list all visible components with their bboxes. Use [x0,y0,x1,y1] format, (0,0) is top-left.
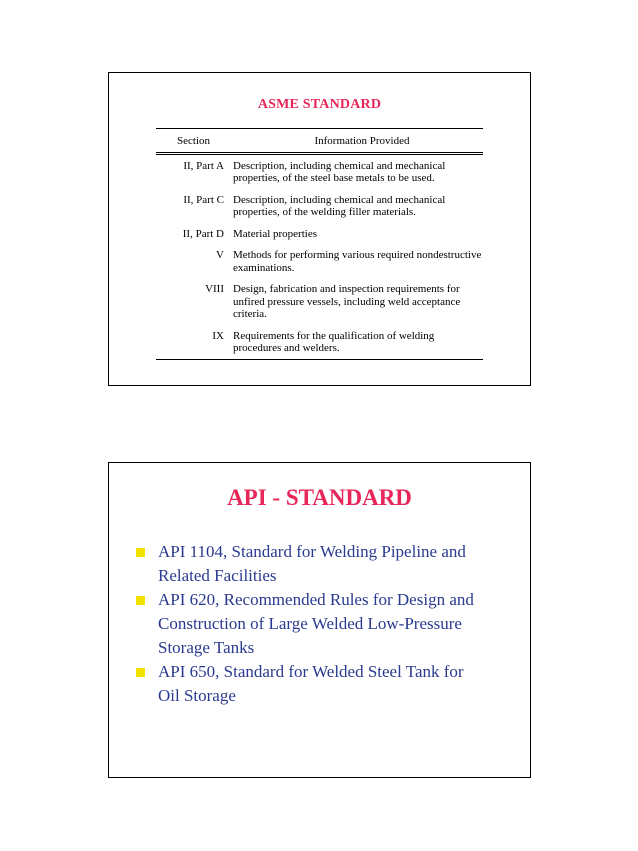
list-item [136,540,481,588]
section-cell: II, Part A [183,159,224,172]
list-item-text: API 1104, Standard for Welding Pipeline and Related Facilities [158,542,466,585]
asme-table-header [156,129,483,155]
asme-title: ASME STANDARD [257,97,382,112]
information-column-header: Information Provided [314,135,410,147]
info-cell: Material properties [233,227,317,240]
list-item [136,660,481,708]
info-cell: Description, including chemical and mechanical properties, of the steel base metals to be used. [233,159,446,184]
table-row [156,160,483,185]
square-bullet-icon [136,668,145,677]
table-row [156,249,483,274]
list-item-text: API 650, Standard for Welded Steel Tank for Oil Storage [158,662,464,705]
section-cell: IX [212,329,224,342]
asme-slide [108,72,531,386]
info-cell: Requirements for the qualification of welding procedures and welders. [233,329,435,354]
api-standards-list [136,540,481,708]
square-bullet-icon [136,596,145,605]
asme-table-body [156,155,483,359]
section-cell: V [216,249,224,261]
info-cell: Design, fabrication and inspection requirements for unfired pressure vessels, including weld acceptance criteria. [233,283,461,320]
asme-table [156,128,483,360]
table-row [156,330,483,355]
info-cell: Methods for performing various required nondestructive examinations. [233,249,482,274]
section-column-header: Section [177,135,210,147]
list-item [136,588,481,660]
table-row [156,194,483,219]
table-row [156,228,483,241]
list-item-text: API 620, Recommended Rules for Design and Construction of Large Welded Low-Pressure Storage Tanks [158,590,474,657]
section-cell: II, Part D [182,227,224,240]
api-title: API - STANDARD [227,485,412,510]
info-cell: Description, including chemical and mechanical properties, of the welding filler materials. [233,193,446,218]
api-slide [108,462,531,778]
table-row [156,283,483,321]
section-cell: VIII [205,283,224,295]
section-cell: II, Part C [183,193,224,206]
square-bullet-icon [136,548,145,557]
